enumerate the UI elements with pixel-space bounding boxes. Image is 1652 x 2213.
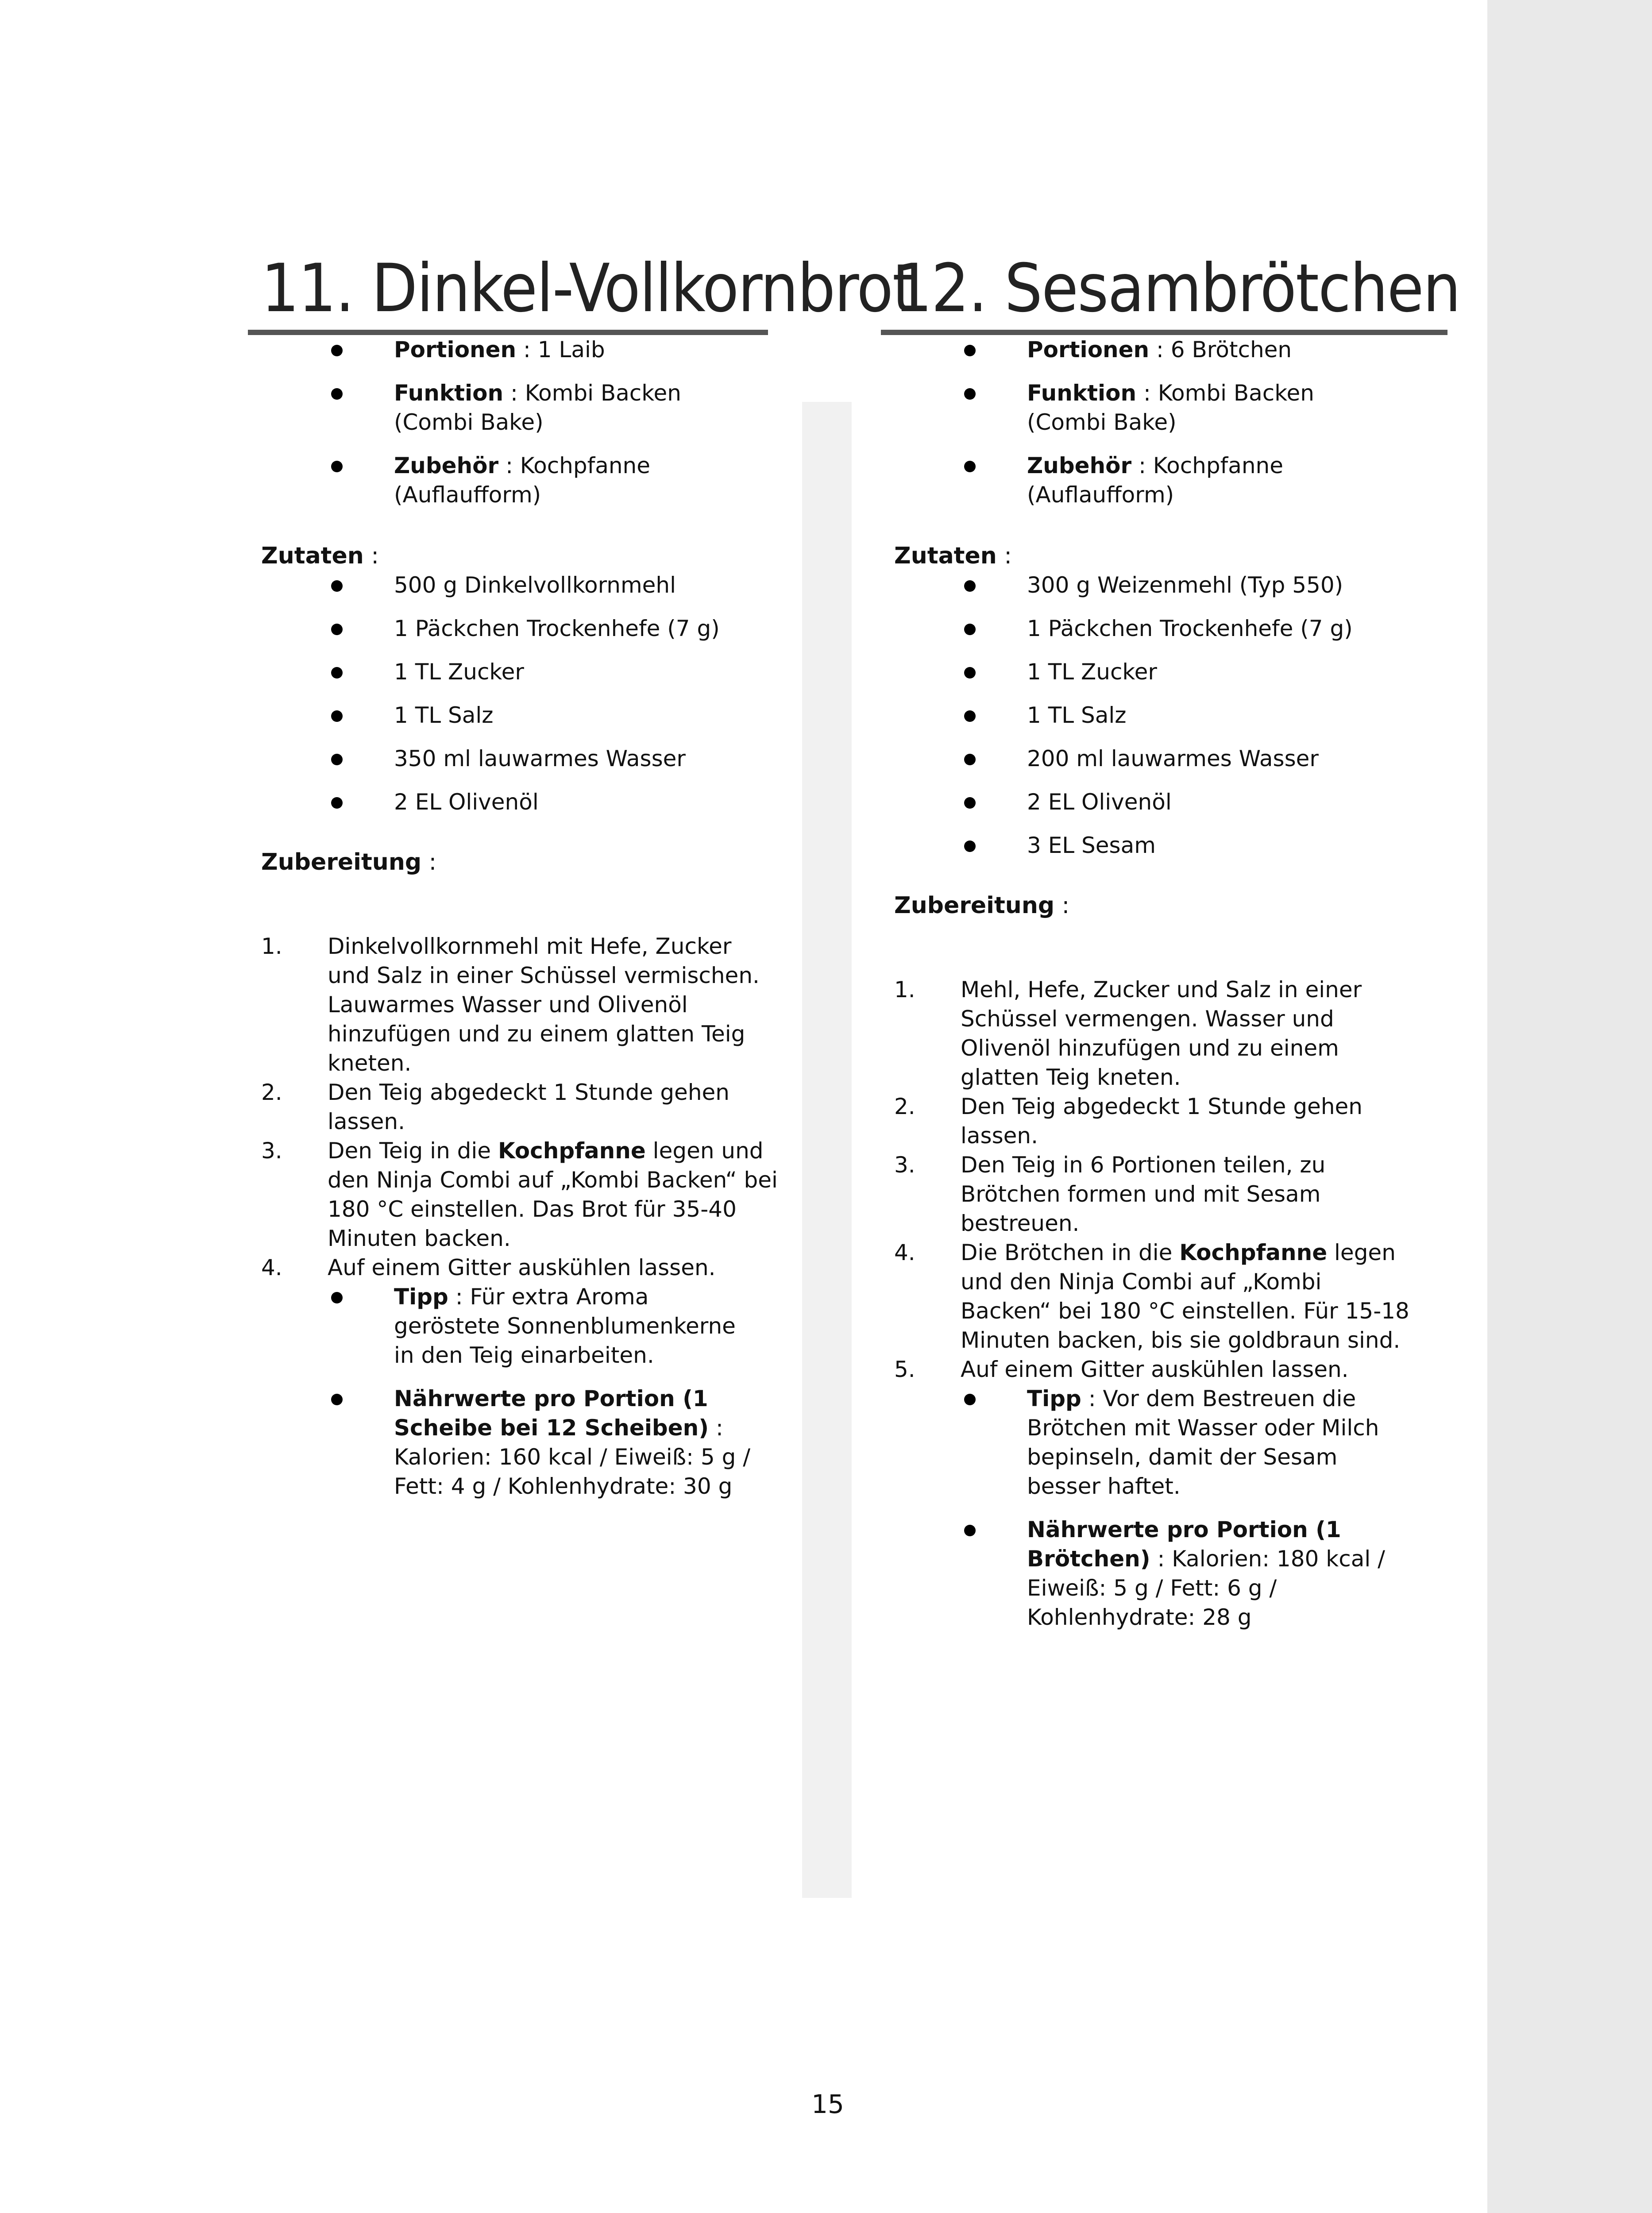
tip-item bbox=[881, 1515, 1394, 1632]
step-text: Mehl, Hefe, Zucker und Salz in einer Schüssel vermengen. Wasser und Olivenöl hinzufügen und zu einem glatten Teig kneten. bbox=[961, 977, 1362, 1090]
tip-value: : Kalorien: 160 kcal / Eiweiß: 5 g / Fett: 4 g / Kohlenhydrate: 30 g bbox=[394, 1415, 751, 1499]
meta-label: Funktion bbox=[394, 380, 504, 406]
title-underline bbox=[248, 330, 768, 335]
step-number: 3. bbox=[261, 1138, 282, 1164]
bullet-dot-icon bbox=[964, 580, 976, 592]
ingredient-item bbox=[881, 701, 1394, 730]
step-item bbox=[894, 1355, 1412, 1384]
bullet-dot-icon bbox=[964, 1525, 976, 1536]
step-number: 1. bbox=[894, 977, 915, 1002]
bullet-dot-icon bbox=[331, 667, 343, 679]
ingredient-text: 1 Päckchen Trockenhefe (7 g) bbox=[394, 616, 720, 641]
ingredients-heading: Zutaten : bbox=[894, 543, 1012, 569]
ingredient-text: 200 ml lauwarmes Wasser bbox=[1027, 746, 1319, 771]
meta-value: : Kombi Backen (Combi Bake) bbox=[1027, 380, 1314, 435]
recipe-column-left bbox=[248, 248, 915, 1515]
ingredient-item bbox=[248, 614, 761, 643]
step-number: 3. bbox=[894, 1152, 915, 1178]
step-text: Die Brötchen in die bbox=[961, 1240, 1180, 1265]
ingredient-item bbox=[881, 831, 1394, 860]
step-number: 2. bbox=[894, 1094, 915, 1119]
ingredients-list bbox=[881, 571, 1540, 860]
meta-label: Funktion bbox=[1027, 380, 1137, 406]
step-item bbox=[261, 932, 779, 1078]
ingredient-text: 2 EL Olivenöl bbox=[1027, 789, 1172, 815]
step-item bbox=[261, 1078, 779, 1136]
meta-label: Portionen bbox=[394, 337, 517, 362]
step-item bbox=[261, 1136, 779, 1253]
tip-item bbox=[248, 1282, 761, 1370]
bullet-dot-icon bbox=[964, 461, 976, 472]
step-item bbox=[261, 1253, 779, 1282]
meta-label: Portionen bbox=[1027, 337, 1150, 362]
step-text: Dinkelvollkornmehl mit Hefe, Zucker und Salz in einer Schüssel vermischen. Lauwarmes Wasser und Olivenöl hinzufügen und zu einem glatten Teig kneten. bbox=[328, 933, 760, 1076]
bullet-dot-icon bbox=[964, 667, 976, 679]
meta-value: : 1 Laib bbox=[516, 337, 605, 362]
step-item bbox=[894, 1238, 1412, 1355]
step-text: Den Teig in die bbox=[328, 1138, 498, 1164]
ingredients-heading: Zutaten : bbox=[261, 543, 379, 569]
step-text: Den Teig abgedeckt 1 Stunde gehen lassen. bbox=[961, 1094, 1363, 1149]
ingredient-item bbox=[248, 701, 761, 730]
ingredient-text: 1 TL Salz bbox=[394, 702, 494, 728]
recipe-meta-list bbox=[248, 335, 907, 509]
ingredient-item bbox=[881, 571, 1394, 600]
bullet-dot-icon bbox=[964, 840, 976, 852]
step-item bbox=[894, 1150, 1412, 1238]
step-text: Auf einem Gitter auskühlen lassen. bbox=[328, 1255, 716, 1280]
ingredient-item bbox=[248, 657, 761, 686]
page-number: 15 bbox=[811, 2089, 844, 2119]
ingredient-text: 1 TL Salz bbox=[1027, 702, 1127, 728]
ingredient-text: 1 TL Zucker bbox=[394, 659, 524, 685]
meta-item bbox=[248, 378, 761, 437]
meta-item bbox=[248, 451, 761, 509]
tips-list bbox=[248, 1282, 907, 1501]
tip-label: Tipp bbox=[394, 1284, 448, 1310]
tip-label: Nährwerte pro Portion (1 Brötchen) bbox=[1027, 1517, 1341, 1572]
bullet-dot-icon bbox=[964, 797, 976, 809]
tip-item bbox=[881, 1384, 1394, 1501]
ingredient-item bbox=[248, 744, 761, 773]
meta-item bbox=[248, 335, 761, 364]
meta-value: : Kochpfanne (Auflaufform) bbox=[1027, 453, 1283, 508]
step-text: Auf einem Gitter auskühlen lassen. bbox=[961, 1357, 1349, 1382]
ingredient-text: 1 Päckchen Trockenhefe (7 g) bbox=[1027, 616, 1353, 641]
tips-list bbox=[881, 1384, 1540, 1632]
meta-label: Zubehör bbox=[394, 453, 499, 478]
bullet-dot-icon bbox=[964, 754, 976, 765]
meta-item bbox=[881, 451, 1394, 509]
meta-item bbox=[881, 335, 1394, 364]
step-text: Den Teig in 6 Portionen teilen, zu Brötchen formen und mit Sesam bestreuen. bbox=[961, 1152, 1326, 1236]
meta-item bbox=[881, 378, 1394, 437]
tip-label: Tipp bbox=[1027, 1386, 1081, 1411]
recipe-title: 12. Sesambrötchen bbox=[894, 250, 1460, 327]
ingredient-text: 350 ml lauwarmes Wasser bbox=[394, 746, 686, 771]
bullet-dot-icon bbox=[331, 1394, 343, 1405]
recipe-column-right bbox=[881, 248, 1540, 1646]
bullet-dot-icon bbox=[331, 580, 343, 592]
bullet-dot-icon bbox=[964, 710, 976, 722]
ingredient-item bbox=[248, 787, 761, 817]
step-emphasis: Kochpfanne bbox=[498, 1138, 646, 1164]
ingredient-item bbox=[881, 657, 1394, 686]
ingredient-text: 500 g Dinkelvollkornmehl bbox=[394, 572, 676, 598]
meta-value: : 6 Brötchen bbox=[1149, 337, 1292, 362]
step-number: 1. bbox=[261, 933, 282, 959]
meta-value: : Kochpfanne (Auflaufform) bbox=[394, 453, 650, 508]
step-emphasis: Kochpfanne bbox=[1179, 1240, 1328, 1265]
step-number: 4. bbox=[894, 1240, 915, 1265]
bullet-dot-icon bbox=[964, 345, 976, 356]
meta-value: : Kombi Backen (Combi Bake) bbox=[394, 380, 681, 435]
ingredient-text: 300 g Weizenmehl (Typ 550) bbox=[1027, 572, 1343, 598]
ingredient-text: 1 TL Zucker bbox=[1027, 659, 1157, 685]
tip-label: Nährwerte pro Portion (1 Scheibe bei 12 Scheiben) bbox=[394, 1386, 709, 1441]
bullet-dot-icon bbox=[964, 388, 976, 400]
bullet-dot-icon bbox=[331, 624, 343, 635]
bullet-dot-icon bbox=[331, 388, 343, 400]
preparation-heading: Zubereitung : bbox=[261, 849, 437, 875]
bullet-dot-icon bbox=[331, 797, 343, 809]
ingredient-item bbox=[248, 571, 761, 600]
ingredient-item bbox=[881, 787, 1394, 817]
tip-value: : Vor dem Bestreuen die Brötchen mit Wasser oder Milch bepinseln, damit der Sesam besser haftet. bbox=[1027, 1386, 1379, 1499]
bullet-dot-icon bbox=[331, 345, 343, 356]
step-text: legen und den Ninja Combi auf „Kombi Backen“ bei 180 °C einstellen. Das Brot für 35-40 Minuten backen. bbox=[328, 1138, 778, 1251]
ingredient-item bbox=[881, 744, 1394, 773]
ingredient-text: 3 EL Sesam bbox=[1027, 833, 1156, 858]
recipe-title: 11. Dinkel-Vollkornbrot bbox=[261, 250, 915, 327]
meta-label: Zubehör bbox=[1027, 453, 1132, 478]
bullet-dot-icon bbox=[331, 754, 343, 765]
bullet-dot-icon bbox=[964, 624, 976, 635]
step-item bbox=[894, 1092, 1412, 1150]
preparation-steps bbox=[894, 975, 1540, 1384]
recipe-meta-list bbox=[881, 335, 1540, 509]
ingredient-item bbox=[881, 614, 1394, 643]
title-underline bbox=[881, 330, 1447, 335]
bullet-dot-icon bbox=[964, 1394, 976, 1405]
tip-item bbox=[248, 1384, 761, 1501]
step-number: 2. bbox=[261, 1080, 282, 1105]
step-item bbox=[894, 975, 1412, 1092]
tip-value: : Für extra Aroma geröstete Sonnenblumenkerne in den Teig einarbeiten. bbox=[394, 1284, 736, 1368]
step-number: 4. bbox=[261, 1255, 282, 1280]
ingredients-list bbox=[248, 571, 907, 817]
bullet-dot-icon bbox=[331, 710, 343, 722]
tip-value: : Kalorien: 180 kcal / Eiweiß: 5 g / Fett: 6 g / Kohlenhydrate: 28 g bbox=[1027, 1546, 1385, 1630]
preparation-steps bbox=[261, 932, 907, 1282]
ingredient-text: 2 EL Olivenöl bbox=[394, 789, 539, 815]
step-text: legen und den Ninja Combi auf „Kombi Backen“ bei 180 °C einstellen. Für 15-18 Minuten backen, bis sie goldbraun sind. bbox=[961, 1240, 1409, 1353]
preparation-heading: Zubereitung : bbox=[894, 892, 1070, 919]
bullet-dot-icon bbox=[331, 1292, 343, 1303]
step-number: 5. bbox=[894, 1357, 915, 1382]
step-text: Den Teig abgedeckt 1 Stunde gehen lassen. bbox=[328, 1080, 730, 1134]
bullet-dot-icon bbox=[331, 461, 343, 472]
